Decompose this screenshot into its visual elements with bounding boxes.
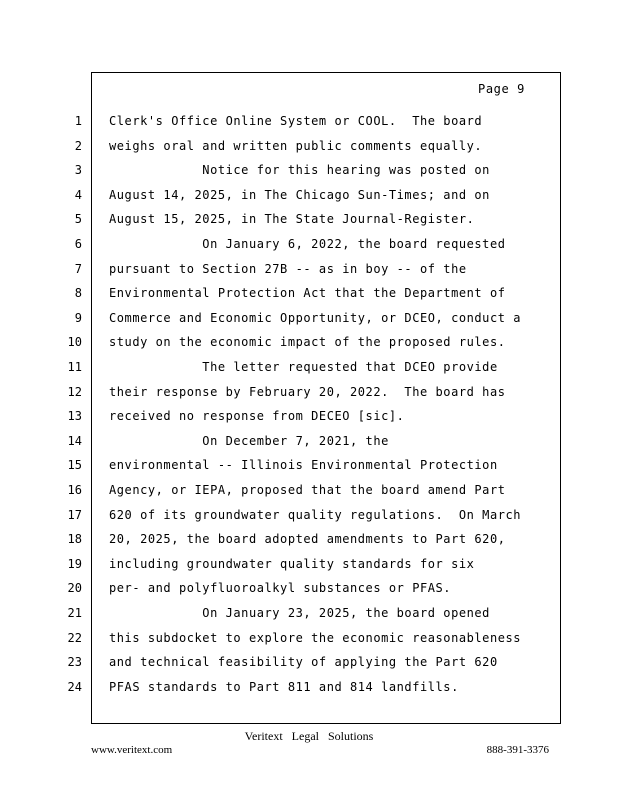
transcript-line: Agency, or IEPA, proposed that the board amend Part [109, 483, 506, 497]
transcript-line: study on the economic impact of the proposed rules. [109, 335, 506, 350]
footer-website: www.veritext.com [91, 744, 173, 756]
transcript-line: received no response from DECEO [sic]. [109, 409, 405, 424]
line-number: 12 [67, 384, 82, 399]
line-number: 20 [67, 581, 82, 596]
transcript-line: weighs oral and written public comments equally. [109, 138, 483, 153]
line-number: 14 [67, 433, 82, 448]
line-number: 23 [67, 655, 82, 670]
transcript-line: PFAS standards to Part 811 and 814 landfills. [109, 679, 459, 694]
line-number: 21 [67, 606, 82, 620]
line-number: 11 [67, 360, 82, 374]
footer-phone: 888-391-3376 [486, 744, 549, 756]
transcript-line: Commerce and Economic Opportunity, or DCEO, conduct a [109, 310, 522, 325]
line-number: 18 [67, 532, 82, 547]
transcript-line: On January 6, 2022, the board requested [109, 237, 506, 251]
line-number: 24 [67, 679, 82, 694]
transcript-line: this subdocket to explore the economic reasonableness [109, 630, 522, 645]
line-number: 17 [67, 507, 82, 522]
page-number: Page 9 [478, 82, 525, 96]
line-number: 3 [74, 163, 82, 178]
line-number: 2 [74, 138, 82, 153]
transcript-line: and technical feasibility of applying the Part 620 [109, 655, 498, 670]
transcript-line: pursuant to Section 27B -- as in boy -- of the [109, 261, 467, 276]
transcript-line: On December 7, 2021, the [109, 433, 389, 448]
transcript-line: On January 23, 2025, the board opened [109, 606, 490, 620]
line-number: 8 [74, 286, 82, 301]
transcript-line: August 15, 2025, in The State Journal-Register. [109, 212, 475, 227]
transcript-line: Notice for this hearing was posted on [109, 163, 490, 178]
line-number: 16 [67, 483, 82, 497]
line-number: 5 [74, 212, 82, 227]
transcript-line: their response by February 20, 2022. The board has [109, 384, 506, 399]
transcript-line: Clerk's Office Online System or COOL. The board [109, 114, 483, 128]
line-number: 4 [74, 187, 82, 202]
transcript-line: including groundwater quality standards for six [109, 556, 475, 571]
transcript-line: per- and polyfluoroalkyl substances or PFAS. [109, 581, 452, 596]
transcript-line: environmental -- Illinois Environmental Protection [109, 458, 498, 473]
line-number: 13 [67, 409, 82, 424]
transcript-line: August 14, 2025, in The Chicago Sun-Times; and on [109, 187, 490, 202]
line-number: 15 [67, 458, 82, 473]
line-number: 7 [74, 261, 82, 276]
line-number: 6 [74, 237, 82, 251]
transcript-line: The letter requested that DCEO provide [109, 360, 498, 374]
transcript-line: 20, 2025, the board adopted amendments to Part 620, [109, 532, 506, 547]
transcript-line: Environmental Protection Act that the Department of [109, 286, 506, 301]
line-number: 1 [74, 114, 82, 128]
line-number: 10 [67, 335, 82, 350]
footer-company: Veritext Legal Solutions [244, 729, 374, 743]
line-number: 19 [67, 556, 82, 571]
line-number: 22 [67, 630, 82, 645]
line-number: 9 [74, 310, 82, 325]
transcript-line: 620 of its groundwater quality regulations. On March [109, 507, 522, 522]
